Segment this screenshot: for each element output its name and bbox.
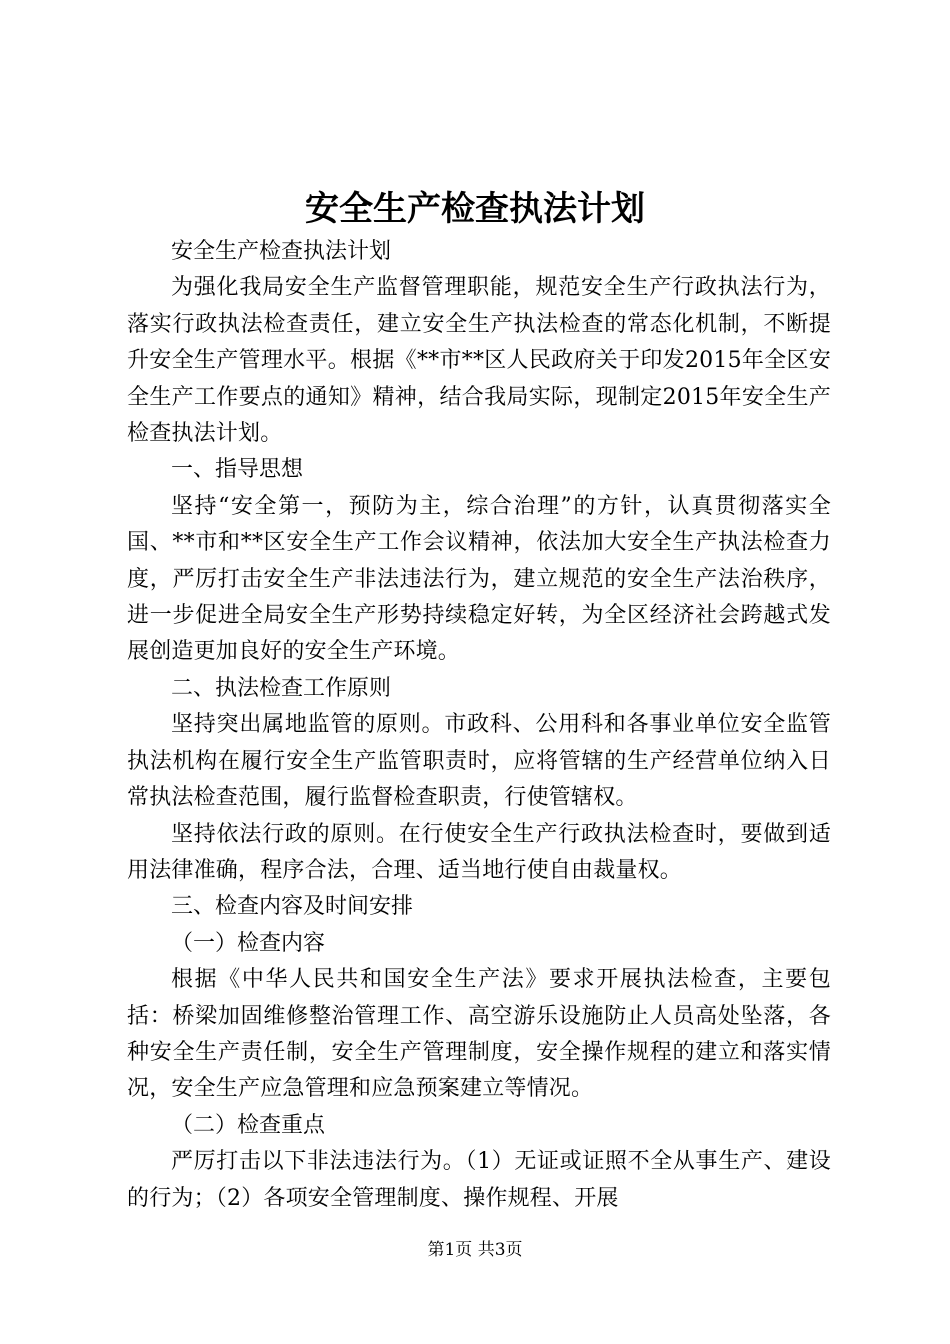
paragraph-guiding-ideology: 坚持“安全第一，预防为主，综合治理”的方针，认真贯彻落实全国、**市和**区安全生产工作会议精神，依法加大安全生产执法检查力度，严厉打击安全生产非法违法行为，建立规范的安全生产法治秩序，进一步促进全局安全生产形势持续稳定好转，为全区经济社会跨越式发展创造更加良好的安全生产环境。 bbox=[127, 493, 831, 665]
page-footer: 第1页 共3页 bbox=[427, 1240, 523, 1260]
subsection-heading-focus: （二）检查重点 bbox=[171, 1112, 326, 1138]
paragraph-principle-lawful: 坚持依法行政的原则。在行使安全生产行政执法检查时，要做到适用法律准确，程序合法，合理、适当地行使自由裁量权。 bbox=[127, 821, 831, 883]
document-subtitle: 安全生产检查执法计划 bbox=[171, 239, 392, 264]
section-heading-content-schedule: 三、检查内容及时间安排 bbox=[171, 894, 414, 920]
subsection-heading-content: （一）检查内容 bbox=[171, 930, 326, 956]
paragraph-principle-territorial: 坚持突出属地监管的原则。市政科、公用科和各事业单位安全监管执法机构在履行安全生产监管职责时，应将管辖的生产经营单位纳入日常执法检查范围，履行监督检查职责，行使管辖权。 bbox=[127, 712, 831, 811]
document-body bbox=[127, 234, 831, 1217]
section-heading-guiding-ideology: 一、指导思想 bbox=[171, 457, 304, 483]
document-title: 安全生产检查执法计划 bbox=[305, 189, 645, 229]
paragraph-content: 根据《中华人民共和国安全生产法》要求开展执法检查，主要包括：桥梁加固维修整治管理工作、高空游乐设施防止人员高处坠落，各种安全生产责任制，安全生产管理制度，安全操作规程的建立和落实情况，安全生产应急管理和应急预案建立等情况。 bbox=[127, 967, 831, 1102]
paragraph-intro: 为强化我局安全生产监督管理职能，规范安全生产行政执法行为，落实行政执法检查责任，建立安全生产执法检查的常态化机制，不断提升安全生产管理水平。根据《**市**区人民政府关于印发2015年全区安全生产工作要点的通知》精神，结合我局实际，现制定2015年安全生产检查执法计划。 bbox=[127, 275, 831, 447]
paragraph-focus: 严厉打击以下非法违法行为。（1）无证或证照不全从事生产、建设的行为；（2）各项安全管理制度、操作规程、开展 bbox=[127, 1149, 831, 1211]
section-heading-principles: 二、执法检查工作原则 bbox=[171, 675, 392, 701]
